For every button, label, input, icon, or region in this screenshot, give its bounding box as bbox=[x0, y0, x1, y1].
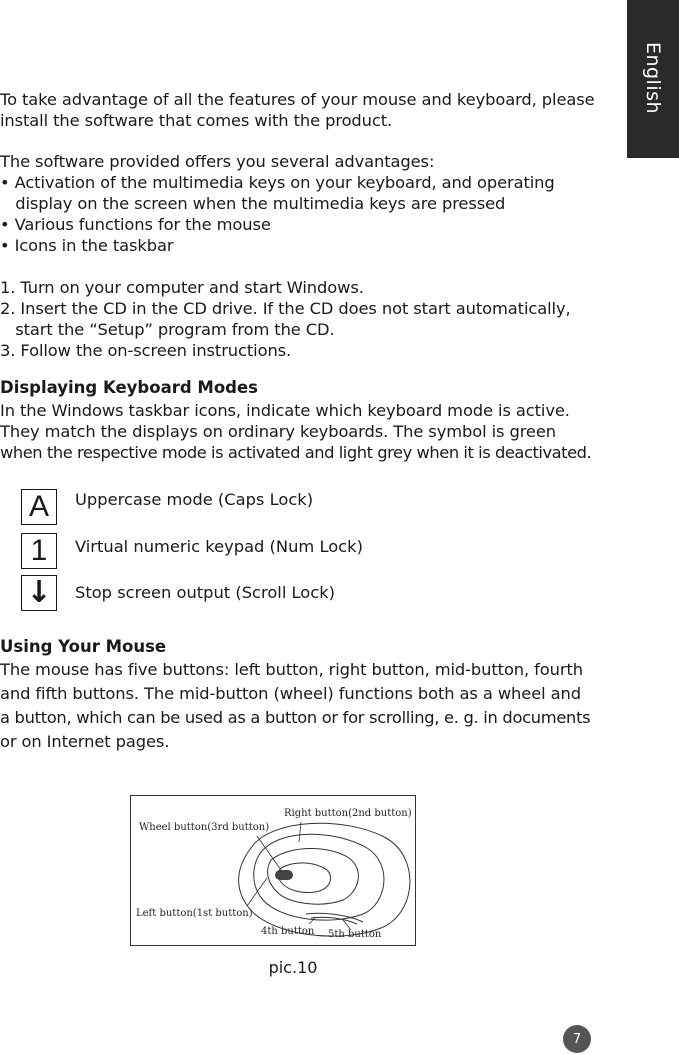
caps-lock-glyph: A bbox=[28, 490, 49, 523]
num-lock-icon bbox=[21, 533, 57, 569]
right-button-callout: Right button(2nd button) bbox=[284, 808, 412, 819]
keyboard-modes-body-line: They match the displays on ordinary keyboards. The symbol is green bbox=[0, 422, 556, 441]
keyboard-modes-heading: Displaying Keyboard Modes bbox=[0, 378, 258, 397]
page-number: 7 bbox=[563, 1025, 591, 1053]
mouse-body-line: a button, which can be used as a button or for scrolling, e. g. in documents bbox=[0, 708, 591, 727]
fifth-button-callout: 5th button bbox=[328, 929, 382, 940]
mouse-body-line: The mouse has five buttons: left button, right button, mid-button, fourth bbox=[0, 660, 583, 679]
caps-lock-label: Uppercase mode (Caps Lock) bbox=[75, 490, 314, 509]
mouse-body-line: or on Internet pages. bbox=[0, 732, 170, 751]
mouse-figure bbox=[130, 795, 416, 946]
intro-line-1: To take advantage of all the features of your mouse and keyboard, please bbox=[0, 90, 595, 109]
advantage-bullet: • Various functions for the mouse bbox=[0, 215, 271, 234]
keyboard-modes-body-line: In the Windows taskbar icons, indicate which keyboard mode is active. bbox=[0, 401, 570, 420]
scroll-lock-icon bbox=[21, 575, 57, 611]
figure-caption: pic.10 bbox=[268, 958, 318, 977]
advantage-bullet: • Icons in the taskbar bbox=[0, 236, 174, 255]
intro-line-2: install the software that comes with the product. bbox=[0, 111, 393, 130]
mouse-heading: Using Your Mouse bbox=[0, 637, 167, 656]
wheel-button-callout: Wheel button(3rd button) bbox=[139, 822, 270, 833]
scroll-lock-glyph: ↓ bbox=[26, 575, 52, 610]
advantages-lead: The software provided offers you several advantages: bbox=[0, 152, 435, 171]
caps-lock-icon bbox=[21, 489, 57, 525]
mouse-body-line: and fifth buttons. The mid-button (wheel) functions both as a wheel and bbox=[0, 684, 581, 703]
language-tab bbox=[627, 0, 679, 158]
keyboard-modes-body-line: when the respective mode is activated and light grey when it is deactivated. bbox=[0, 443, 592, 462]
advantage-bullet-continuation: display on the screen when the multimedia keys are pressed bbox=[0, 194, 506, 213]
step-3: 3. Follow the on-screen instructions. bbox=[0, 341, 292, 360]
advantage-bullet: • Activation of the multimedia keys on your keyboard, and operating bbox=[0, 173, 555, 192]
num-lock-glyph: 1 bbox=[30, 534, 48, 567]
step-1: 1. Turn on your computer and start Windows. bbox=[0, 278, 364, 297]
step-2-continuation: start the “Setup” program from the CD. bbox=[0, 320, 335, 339]
step-2: 2. Insert the CD in the CD drive. If the CD does not start automatically, bbox=[0, 299, 571, 318]
left-button-callout: Left button(1st button) bbox=[136, 908, 253, 919]
scroll-lock-label: Stop screen output (Scroll Lock) bbox=[75, 583, 335, 602]
fourth-button-callout: 4th button bbox=[261, 926, 315, 937]
language-tab-label: English bbox=[642, 41, 664, 115]
num-lock-label: Virtual numeric keypad (Num Lock) bbox=[75, 537, 363, 556]
